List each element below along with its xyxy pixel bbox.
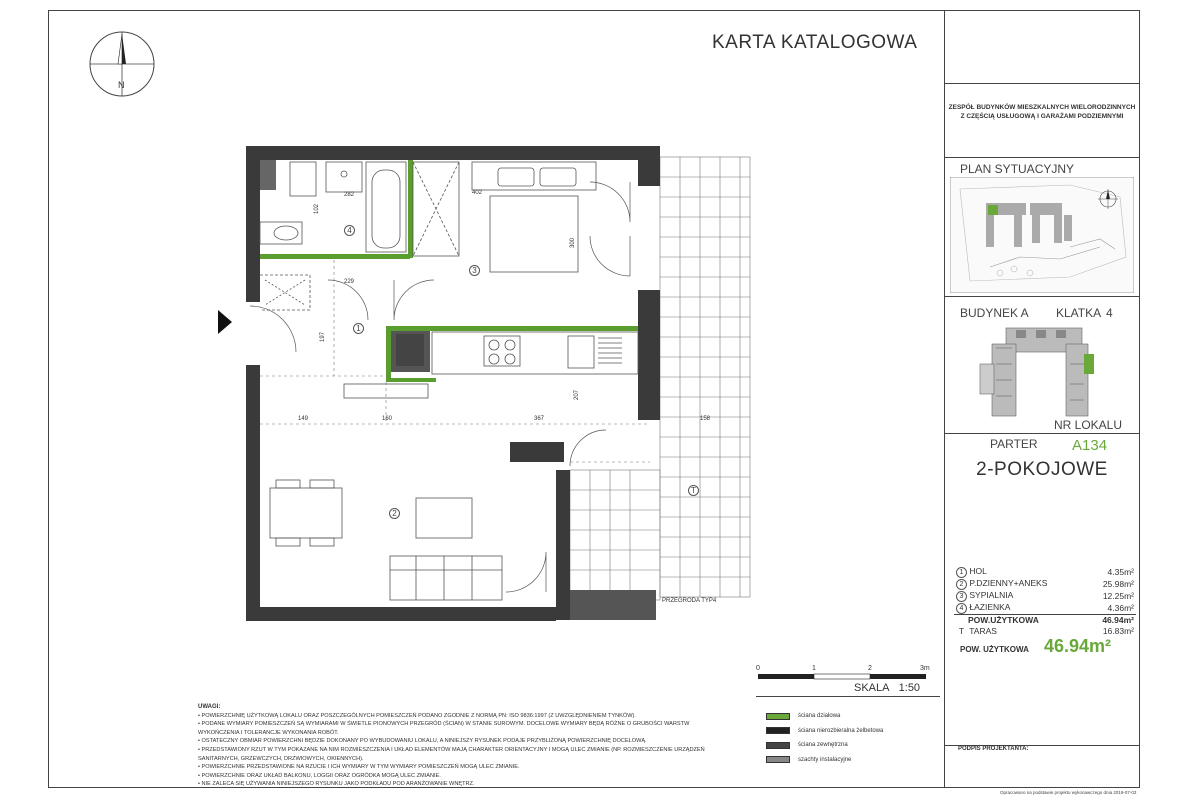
svg-text:1: 1 xyxy=(812,665,816,672)
klatka-value: 4 xyxy=(1106,306,1113,320)
room-row: 3 SYPIALNIA 12.25m² xyxy=(954,590,1136,602)
site-plan-image xyxy=(950,177,1134,293)
plan-sytuacyjny-label: PLAN SYTUACYJNY xyxy=(960,162,1075,176)
unit-type: 2-POKOJOWE xyxy=(976,459,1108,480)
svg-text:282: 282 xyxy=(344,192,355,198)
scale-label: SKALA 1:50 xyxy=(854,682,921,694)
signature-label: PODPIS PROJEKTANTA: xyxy=(958,746,1029,752)
unit-number: A134 xyxy=(1072,437,1108,454)
svg-text:102: 102 xyxy=(314,203,320,214)
svg-text:300: 300 xyxy=(570,237,576,248)
total-area-value: 46.94m² xyxy=(1044,636,1112,656)
svg-text:3m: 3m xyxy=(920,665,930,672)
floor-label: PARTER xyxy=(990,437,1038,451)
svg-text:N: N xyxy=(118,80,125,90)
notes: UWAGI: • POWIERZCHNIĘ UŻYTKOWĄ LOKALU ORAZ POSZCZEGÓLNYCH POMIESZCZEŃ PODANO ZGODNIE Z NORMĄ PN: ISO 9836:1997 (Z UWZGLĘDNIENIEM TYNKÓW). • PODANE WYMIARY POMIESZCZEŃ SĄ WYMIARAMI W ŚWIETLE PIONOWYCH PRZEGRÓD (ŚCIAN) W STANIE SUROWYM. DOCELOWE WYMIARY BĘDĄ RÓŻNE O GRUBOŚCI WARSTW WYKOŃCZENIA I TOLERANCJE WYKONANIA ROBÓT. • OSTATECZNY OBMIAR POWIERZCHNI BĘDZIE DOKONANY PO WYBUDOWANIU LOKALU, A NINIEJSZY RYSUNEK PODAJE PRZYBLIŻONĄ POWIERZCHNIĘ DOCELOWĄ. • PRZEDSTAWIONY RZUT W TYM POKAZANE NA NIM ROZMIESZCZENIA I UKŁAD ELEMENTÓW MAJĄ CHARAKTER ORIENTACYJNY I MOGĄ ULEC ZMIANIE (NP. ROZMIESZCZENIE URZĄDZEŃ SANITARNYCH, GRZEWCZYCH, DRZWIOWYCH, OKIENNYCH). • POWIERZCHNIE PRZEDSTAWIONE NA RZUCIE I ICH WYMIARY W TYM WYMIARY POMIESZCZEŃ MOGĄ ULEC ZMIANIE. • POWIERZCHNIE ORAZ UKŁAD BALKONU, LOGGII ORAZ OGRÓDKA MOGĄ ULEC ZMIANIE. • NIE ZALECA SIĘ UŻYWANIA NINIEJSZEGO RYSUNKU JAKO PODKŁADU POD ARANŻOWANIE WNĘTRZ. xyxy=(198,703,718,789)
note-item: • POWIERZCHNIĘ UŻYTKOWĄ LOKALU ORAZ POSZCZEGÓLNYCH POMIESZCZEŃ PODANO ZGODNIE Z NORMĄ PN: ISO 9836:1997 (Z UWZGLĘDNIENIEM TYNKÓW). xyxy=(198,712,636,719)
svg-text:149: 149 xyxy=(298,416,309,422)
note-item: • NIE ZALECA SIĘ UŻYWANIA NINIEJSZEGO RYSUNKU JAKO PODKŁADU POD ARANŻOWANIE WNĘTRZ. xyxy=(198,781,475,788)
svg-text:197: 197 xyxy=(320,331,326,342)
svg-text:229: 229 xyxy=(344,279,355,285)
svg-text:0: 0 xyxy=(756,665,760,672)
note-item: • OSTATECZNY OBMIAR POWIERZCHNI BĘDZIE DOKONANY PO WYBUDOWANIU LOKALU, A NINIEJSZY RYSUNEK PODAJE PRZYBLIŻONĄ POWIERZCHNIĘ DOCELOWĄ. xyxy=(198,738,647,745)
room-mark-1: 1 xyxy=(353,323,364,334)
budynek-label: BUDYNEK A xyxy=(960,306,1029,320)
legend xyxy=(766,709,883,767)
legend-item: szachty instalacyjne xyxy=(766,753,883,768)
room-mark-3: 3 xyxy=(469,265,480,276)
compass-icon xyxy=(88,30,156,98)
page-title: KARTA KATALOGOWA xyxy=(712,32,918,53)
room-mark-4: 4 xyxy=(344,225,355,236)
klatka-label: KLATKA xyxy=(1056,306,1102,320)
note-item: • POWIERZCHNIE ORAZ UKŁAD BALKONU, LOGGII ORAZ OGRÓDKA MOGĄ ULEC ZMIANIE. xyxy=(198,772,441,779)
przegroda-label: PRZEGRODA TYP4 xyxy=(662,598,717,604)
scale-bar xyxy=(756,662,940,684)
nr-lokalu-label: NR LOKALU xyxy=(1054,418,1123,432)
floor-plan xyxy=(210,140,770,630)
pow-uzytkowa-row: POW.UŻYTKOWA 46.94m² xyxy=(968,615,1134,625)
room-mark-terrace: T xyxy=(688,485,699,496)
svg-text:207: 207 xyxy=(574,389,580,400)
total-area-label: POW. UŻYTKOWA xyxy=(960,645,1029,654)
project-header: ZESPÓŁ BUDYNKÓW MIESZKALNYCH WIELORODZINNYCH Z CZĘŚCIĄ USŁUGOWĄ I GARAŻAMI PODZIEMNYMI xyxy=(948,104,1136,120)
note-item: • PRZEDSTAWIONY RZUT W TYM POKAZANE NA NIM ROZMIESZCZENIA I UKŁAD ELEMENTÓW MAJĄ CHARAKTER ORIENTACYJNY I MOGĄ ULEC ZMIANIE (NP. ROZMIESZCZENIE URZĄDZEŃ SANITARNYCH, GRZEWCZYCH, DRZWIOWYCH, OKIENNYCH). xyxy=(198,746,705,762)
room-row: 4 ŁAZIENKA 4.36m² xyxy=(954,602,1136,615)
footer-note: Opracowano na podstawie projektu wykonawczego dnia 2019-07-03 xyxy=(1000,790,1137,795)
legend-item: ściana nierozbieralna żelbetowa xyxy=(766,724,883,739)
svg-text:158: 158 xyxy=(700,416,711,422)
rooms-table xyxy=(954,566,1136,636)
legend-item: ściana zewnętrzna xyxy=(766,738,883,753)
svg-text:367: 367 xyxy=(534,416,545,422)
note-item: • POWIERZCHNIE PRZEDSTAWIONE NA RZUCIE I ICH WYMIARY W TYM WYMIARY POMIESZCZEŃ MOGĄ ULEC ZMIANIE. xyxy=(198,764,520,771)
building-key-plan xyxy=(976,324,1126,420)
room-row: 2 P.DZIENNY+ANEKS 25.98m² xyxy=(954,578,1136,590)
svg-text:402: 402 xyxy=(472,190,483,196)
note-item: • PODANE WYMIARY POMIESZCZEŃ SĄ WYMIARAMI W ŚWIETLE PIONOWYCH PRZEGRÓD (ŚCIAN) W STANIE SUROWYM. DOCELOWE WYMIARY BĘDĄ RÓŻNE O GRUBOŚCI WARSTW WYKOŃCZENIA I TOLERANCJE WYKONANIA ROBÓT. xyxy=(198,721,690,736)
room-row: 1 HOL 4.35m² xyxy=(954,566,1136,578)
svg-text:160: 160 xyxy=(382,416,393,422)
legend-item: ściana działowa xyxy=(766,709,883,724)
svg-text:2: 2 xyxy=(868,665,872,672)
taras-row: T TARAS 16.83m² xyxy=(958,625,1134,636)
room-mark-2: 2 xyxy=(389,508,400,519)
